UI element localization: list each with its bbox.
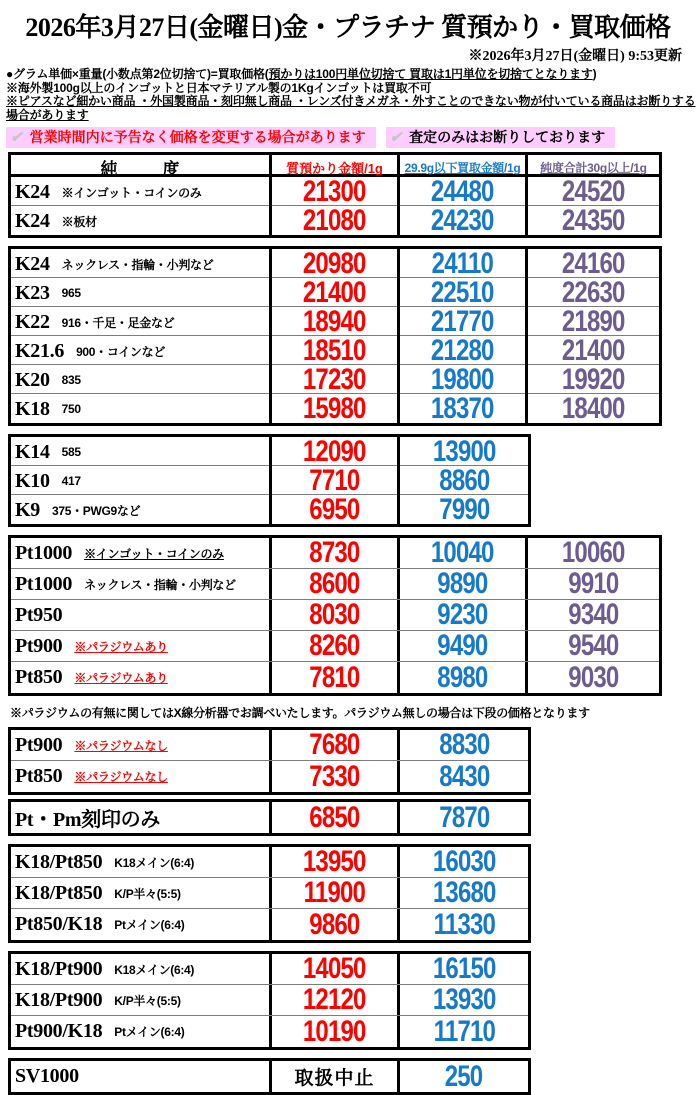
purity-cell [11, 437, 272, 467]
table-row [11, 662, 659, 693]
pawn-price-cell [272, 954, 400, 984]
pawn-price-cell [272, 437, 400, 467]
purity-cell [11, 495, 272, 525]
buy-price-cell [400, 206, 528, 236]
purity-note: ※パラジウムあり [74, 639, 168, 654]
purity-cell [11, 985, 272, 1015]
buy-price: 16150 [432, 952, 496, 985]
pawn-price: 7810 [309, 660, 360, 694]
purity-note: ※インゴット・コインのみ [61, 185, 202, 200]
buy-price-cell [400, 365, 528, 395]
column-header-total-30g-plus-label: 純度合計30g以上/1g [540, 161, 647, 175]
table-row [11, 1016, 528, 1047]
pawn-price-cell [272, 600, 400, 630]
buy-price: 10040 [431, 536, 494, 569]
buy-price: 13930 [432, 983, 496, 1016]
purity-label: Pt950 [15, 603, 63, 626]
table-row [11, 249, 659, 278]
purity-cell [11, 802, 272, 833]
pawn-price-cell [272, 569, 400, 599]
pawn-price: 13950 [303, 845, 366, 878]
table-row [11, 394, 659, 423]
total-price: 9030 [568, 660, 619, 694]
purity-label: K10 [15, 469, 50, 492]
buy-price-cell [400, 394, 528, 424]
purity-label: K18/Pt900 [15, 957, 103, 980]
purity-label: K23 [15, 281, 50, 304]
buy-price-cell [400, 466, 528, 496]
purity-cell [11, 249, 272, 279]
table-row [11, 336, 659, 365]
pawn-price: 12090 [303, 435, 366, 468]
platinum-no-palladium-block [8, 727, 531, 795]
buy-price-cell [400, 495, 528, 525]
purity-cell [11, 631, 272, 661]
total-price: 19920 [562, 363, 625, 396]
total-price: 21890 [562, 305, 625, 338]
table-header-row [11, 155, 659, 177]
purity-label: K20 [15, 368, 50, 391]
pawn-price-cell [272, 802, 400, 833]
pt-pm-stamp-block [8, 799, 531, 836]
buy-price: 18370 [431, 392, 494, 425]
buy-price-cell [400, 249, 528, 279]
pawn-price-cell [272, 1016, 400, 1047]
buy-price: 11330 [433, 907, 495, 941]
buy-price-cell [400, 437, 528, 467]
purity-label: K18/Pt850 [15, 850, 103, 873]
pawn-price: 11900 [303, 876, 366, 909]
total-price-cell [528, 249, 659, 279]
buy-price-cell [400, 761, 528, 792]
table-row [11, 538, 659, 569]
purity-note: 417 [61, 474, 81, 488]
purity-note: K18メイン(6:4) [114, 855, 195, 870]
total-price-cell [528, 662, 659, 693]
pawn-price-cell [272, 177, 400, 207]
buy-price: 9890 [437, 567, 488, 600]
total-price: 21400 [562, 334, 625, 367]
pawn-price-cell [272, 365, 400, 395]
buy-price: 22510 [431, 276, 494, 309]
note-small-items: ※ピアスなど細かい商品 ・外国製商品・刻印無し商品 ・レンズ付きメガネ・外すことのできない物が付いている商品はお断りする場合があります [6, 94, 696, 122]
purity-cell [11, 1016, 272, 1047]
purity-cell [11, 662, 272, 693]
purity-label: K24 [15, 209, 50, 232]
purity-note: K18メイン(6:4) [114, 962, 195, 977]
silver-block [8, 1058, 531, 1095]
notes [6, 68, 696, 122]
purity-label: K18/Pt850 [15, 881, 103, 904]
purity-note: 750 [61, 402, 81, 416]
low-karat-block [8, 434, 531, 527]
k18-pt850-combo-block [8, 844, 531, 943]
purity-cell [11, 847, 272, 877]
buy-price-cell [400, 802, 528, 833]
buy-price: 24230 [431, 204, 494, 237]
k18-pt900-combo-block [8, 951, 531, 1050]
pawn-price-cell [272, 394, 400, 424]
purity-label: SV1000 [15, 1065, 79, 1087]
purity-cell [11, 761, 272, 792]
purity-label: K22 [15, 310, 50, 333]
purity-cell [11, 307, 272, 337]
check-icon: ✔ [389, 129, 403, 146]
total-price-cell [528, 365, 659, 395]
table-row [11, 1061, 528, 1092]
table-row [11, 307, 659, 336]
purity-note: Ptメイン(6:4) [114, 918, 185, 932]
purity-note: 916・千足・足金など [61, 315, 175, 330]
table-row [11, 954, 528, 985]
buy-price-cell [400, 1016, 528, 1047]
buy-price-cell [400, 631, 528, 661]
purity-cell [11, 909, 272, 940]
buy-price-cell [400, 847, 528, 877]
buy-price-cell [400, 1061, 528, 1092]
buy-price: 9230 [437, 598, 488, 631]
pawn-price: 21300 [303, 175, 366, 208]
table-row [11, 437, 528, 466]
purity-label: Pt850/K18 [15, 913, 103, 935]
table-row [11, 495, 528, 524]
buy-price: 24480 [431, 175, 494, 208]
buy-price-cell [400, 662, 528, 693]
buy-price-cell [400, 538, 528, 568]
pawn-price: 12120 [303, 983, 366, 1016]
check-icon: ✔ [10, 129, 23, 146]
pawn-price: 8260 [309, 629, 360, 662]
table-row [11, 730, 528, 761]
purity-note: 835 [61, 373, 81, 387]
table-row [11, 985, 528, 1016]
pawn-price-cell [272, 730, 400, 760]
purity-label: K18/Pt900 [15, 988, 103, 1011]
buy-price: 8860 [438, 464, 490, 497]
pawn-price-cell [272, 249, 400, 279]
pawn-price-cell [272, 278, 400, 308]
buy-price: 19800 [431, 363, 494, 396]
pawn-price: 7680 [309, 728, 360, 761]
pawn-price-cell [272, 631, 400, 661]
pawn-price-cell [272, 847, 400, 877]
pawn-price: 21400 [303, 276, 366, 309]
page-title: 2026年3月27日(金曜日)金・プラチナ 質預かり・買取価格 [25, 13, 671, 42]
purity-label: K21.6 [15, 339, 65, 362]
pawn-price-cell [272, 909, 400, 940]
pawn-price: 8730 [309, 536, 360, 569]
pawn-price-cell [272, 878, 400, 908]
updated-timestamp: ※2026年3月27日(金曜日) 9:53更新 [468, 49, 682, 64]
note-overseas-ingot: ※海外製100g以上のインゴットと日本マテリアル製の1Kgインゴットは買取不可 [6, 80, 432, 95]
purity-cell [11, 278, 272, 308]
pawn-price: 7330 [309, 759, 360, 793]
buy-price: 21770 [431, 305, 494, 338]
purity-note: 585 [61, 445, 81, 459]
warning-banners [6, 127, 696, 148]
table-row [11, 631, 659, 662]
purity-note: ※板材 [61, 214, 97, 229]
table-row [11, 177, 659, 206]
pawn-price-cell [272, 1061, 400, 1092]
purity-label: Pt900 [15, 733, 63, 756]
purity-label: K9 [15, 498, 40, 521]
buy-price-cell [400, 336, 528, 366]
purity-cell [11, 394, 272, 424]
total-price: 24160 [562, 247, 625, 280]
purity-label: K24 [15, 180, 50, 203]
purity-cell [11, 954, 272, 984]
pawn-price-cell [272, 336, 400, 366]
buy-price-cell [400, 985, 528, 1015]
total-price: 18400 [562, 392, 625, 425]
pawn-price-cell [272, 761, 400, 792]
buy-price-cell [400, 730, 528, 760]
table-row [11, 600, 659, 631]
banner-appraisal-only: ✔ 査定のみはお断りしております [386, 127, 616, 148]
buy-price-cell [400, 909, 528, 940]
purity-note: 375・PWG9など [51, 503, 141, 518]
table-row [11, 761, 528, 792]
total-price-cell [528, 394, 659, 424]
buy-price-cell [400, 954, 528, 984]
pawn-price: 6950 [309, 493, 360, 526]
total-price-cell [528, 336, 659, 366]
buy-price-cell [400, 878, 528, 908]
buy-price-cell [400, 569, 528, 599]
total-price: 9340 [568, 598, 619, 631]
note-unit-price: ●グラム単価×重量(小数点第2位切捨て)=買取価格(預かりは100円単位切捨て 買取は1円単位を切捨てとなります) [6, 67, 597, 81]
purity-cell [11, 730, 272, 760]
buy-price: 16030 [432, 845, 496, 878]
purity-cell [11, 600, 272, 630]
pawn-price: 14050 [303, 952, 366, 985]
gold-karat-block [8, 246, 662, 426]
pawn-price: 21080 [303, 204, 366, 237]
purity-cell [11, 1061, 272, 1092]
buy-price: 13900 [432, 435, 496, 468]
buy-price: 21280 [431, 334, 494, 367]
purity-label: Pt1000 [15, 541, 73, 564]
total-price: 24520 [562, 175, 625, 208]
purity-note: K/P半々(5:5) [114, 993, 181, 1008]
pawn-price-cell [272, 662, 400, 693]
buy-price: 11710 [433, 1014, 495, 1048]
buy-price-cell [400, 307, 528, 337]
total-price-cell [528, 600, 659, 630]
total-price: 22630 [562, 276, 625, 309]
pawn-price: 8600 [309, 567, 360, 600]
pawn-price: 17230 [303, 363, 366, 396]
column-header-buy-under-30g-label: 29.9g以下買取金額/1g [404, 161, 521, 175]
buy-price: 8430 [438, 759, 490, 793]
column-header-purity-label: 純 度 [100, 160, 194, 179]
purity-label: Pt・Pm刻印のみ [15, 809, 161, 831]
purity-note: 965 [61, 286, 81, 300]
palladium-footnote: ※パラジウムの有無に関してはX線分析器でお調べいたします。パラジウム無しの場合は下段の価格となります [10, 706, 590, 720]
purity-note: ネックレス・指輪・小判など [84, 577, 236, 592]
pawn-price-cell [272, 985, 400, 1015]
column-header-pawn-price-label: 質預かり金額/1g [286, 161, 383, 176]
buy-price: 9490 [437, 629, 488, 662]
table-row [11, 909, 528, 940]
buy-price-cell [400, 177, 528, 207]
total-price-cell [528, 569, 659, 599]
purity-note: ※インゴット・コインのみ [84, 546, 224, 561]
table-row [11, 466, 528, 495]
table-row [11, 802, 528, 833]
total-price: 9540 [568, 629, 619, 662]
purity-label: K18 [15, 397, 50, 420]
purity-note: 900・コインなど [76, 344, 166, 359]
price-tables [8, 152, 696, 1095]
pawn-price: 18940 [303, 305, 366, 338]
table-row [11, 569, 659, 600]
total-price: 24350 [562, 204, 625, 237]
table-row [11, 847, 528, 878]
pawn-price: 20980 [303, 247, 366, 280]
purity-label: Pt900 [15, 634, 63, 657]
total-price-cell [528, 631, 659, 661]
buy-price-cell [400, 278, 528, 308]
pawn-price: 9860 [309, 907, 360, 941]
purity-label: K14 [15, 440, 50, 463]
purity-label: K24 [15, 252, 50, 275]
total-price-cell [528, 206, 659, 236]
pawn-price-cell [272, 206, 400, 236]
buy-price: 13680 [432, 876, 496, 909]
buy-price: 24110 [431, 247, 494, 280]
purity-cell [11, 538, 272, 568]
pawn-price-cell [272, 538, 400, 568]
pawn-price-cell [272, 307, 400, 337]
pawn-price: 10190 [303, 1014, 366, 1048]
purity-note: K/P半々(5:5) [114, 886, 181, 901]
pawn-price: 7710 [309, 464, 360, 497]
purity-cell [11, 466, 272, 496]
purity-label: Pt900/K18 [15, 1020, 103, 1042]
purity-label: Pt850 [15, 666, 63, 688]
buy-price-cell [400, 600, 528, 630]
k24-ingot-block [8, 152, 662, 238]
buy-price: 7990 [438, 493, 490, 526]
purity-label: Pt850 [15, 765, 63, 787]
buy-price: 7870 [438, 800, 490, 834]
buy-price: 8980 [437, 660, 488, 694]
purity-cell [11, 206, 272, 236]
purity-cell [11, 878, 272, 908]
pawn-price-cell [272, 495, 400, 525]
platinum-block [8, 535, 662, 696]
table-row [11, 206, 659, 235]
purity-note: ※パラジウムなし [74, 738, 168, 753]
buy-price: 250 [445, 1059, 483, 1093]
total-price-cell [528, 538, 659, 568]
total-price-cell [528, 307, 659, 337]
pawn-price: 18510 [303, 334, 366, 367]
purity-note: Ptメイン(6:4) [114, 1025, 185, 1039]
purity-note: ネックレス・指輪・小判など [61, 257, 214, 272]
pawn-price-cell [272, 466, 400, 496]
purity-label: Pt1000 [15, 572, 73, 595]
pawn-price: 6850 [309, 800, 360, 834]
purity-cell [11, 177, 272, 207]
pawn-price: 15980 [303, 392, 366, 425]
purity-cell [11, 365, 272, 395]
total-price-cell [528, 278, 659, 308]
table-row [11, 278, 659, 307]
pawn-price: 取扱中止 [294, 1068, 375, 1089]
buy-price: 8830 [438, 728, 490, 761]
purity-note: ※パラジウムなし [74, 770, 168, 784]
purity-cell [11, 569, 272, 599]
table-row [11, 878, 528, 909]
banner-price-change: ✔ 営業時間内に予告なく価格を変更する場合があります [6, 127, 376, 148]
table-row [11, 365, 659, 394]
purity-cell [11, 336, 272, 366]
pawn-price: 8030 [309, 598, 360, 631]
total-price: 10060 [562, 536, 625, 569]
total-price: 9910 [568, 567, 619, 600]
purity-note: ※パラジウムあり [74, 671, 168, 685]
total-price-cell [528, 177, 659, 207]
